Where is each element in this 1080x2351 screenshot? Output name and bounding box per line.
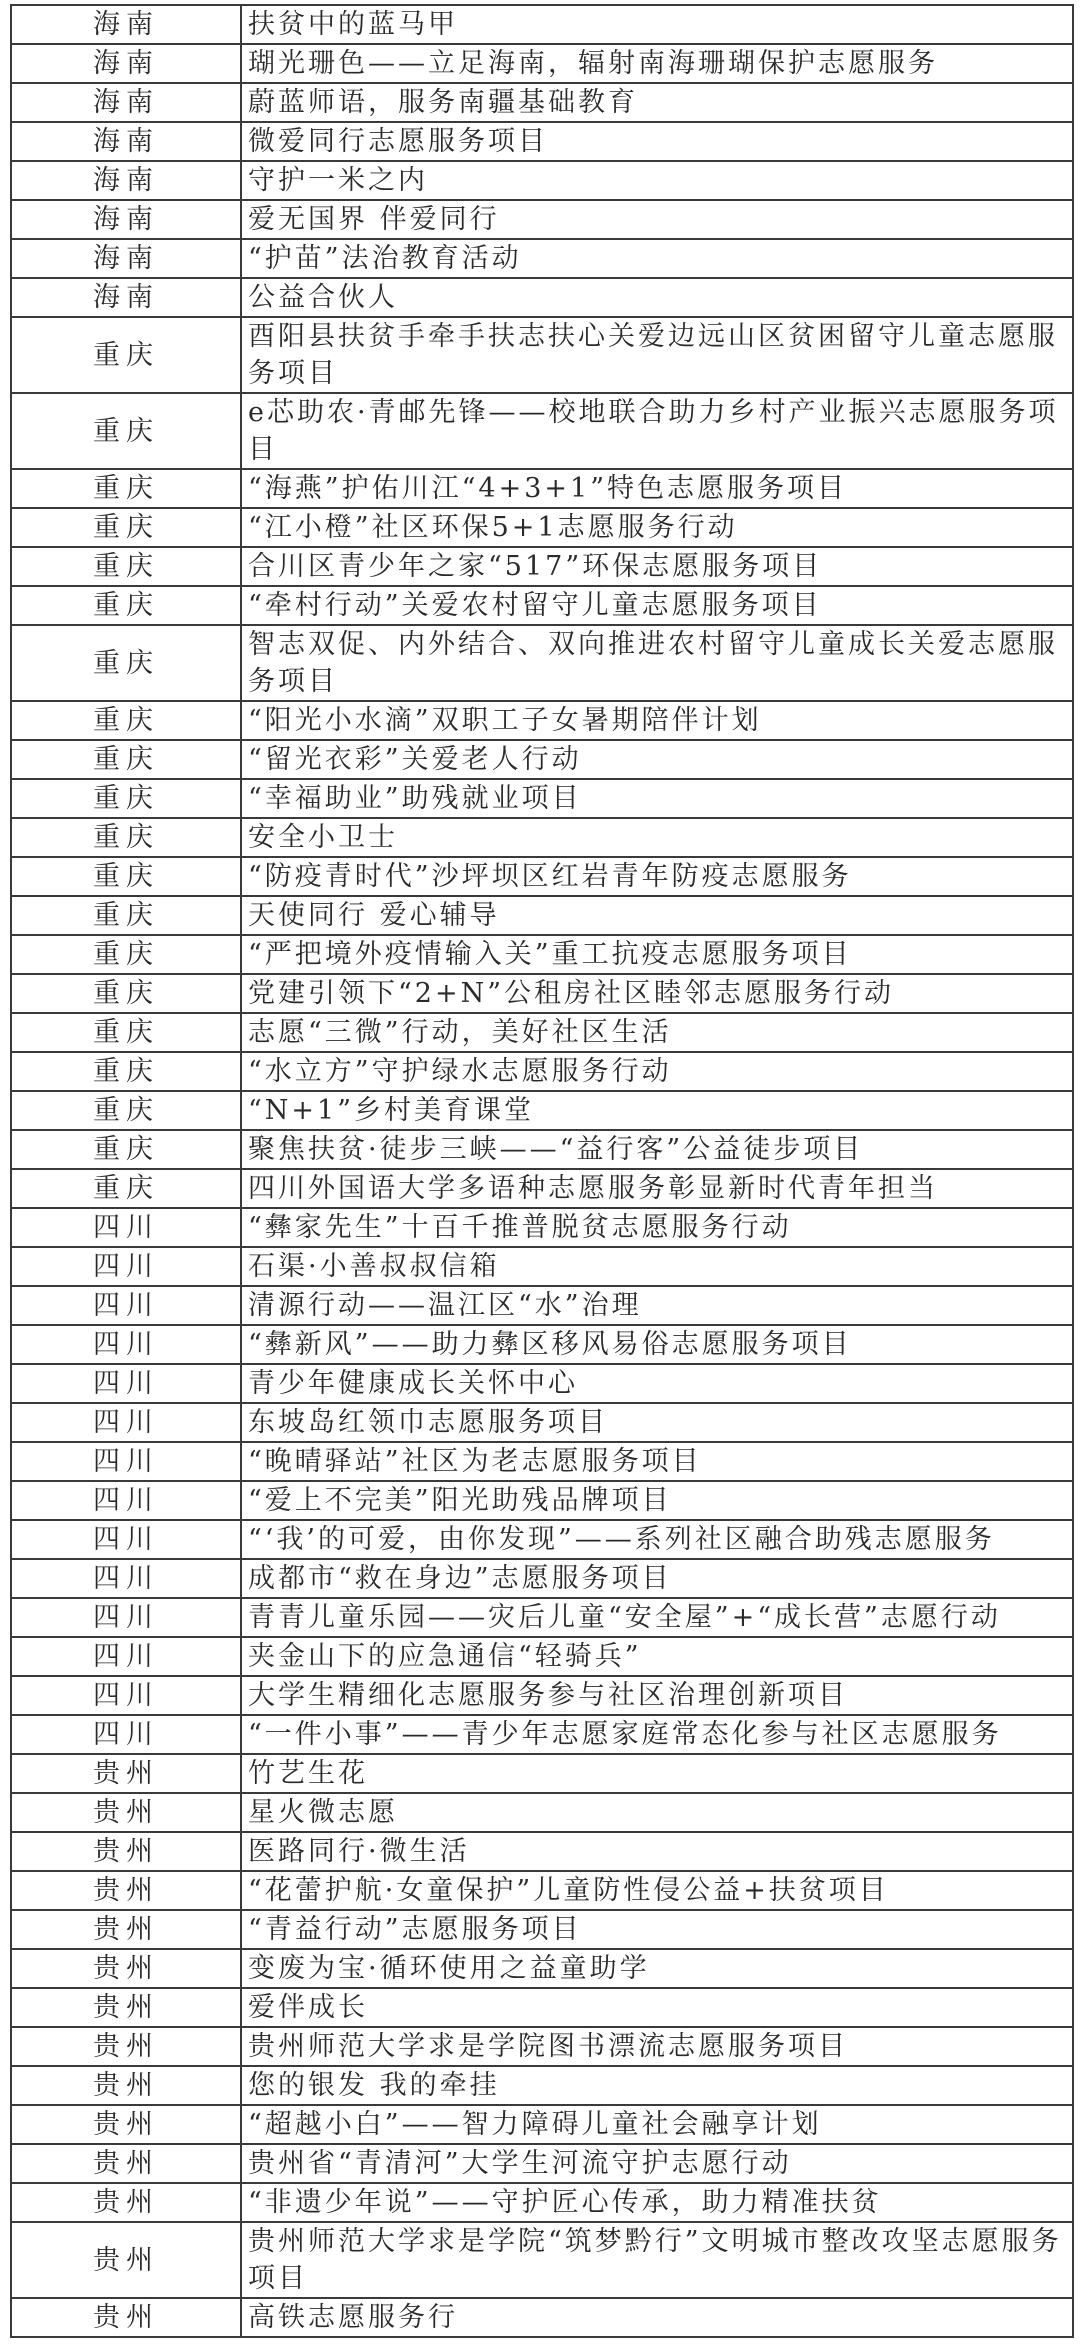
project-name-cell: 公益合伙人 <box>241 278 1073 317</box>
table-row <box>11 2027 1073 2066</box>
project-name-cell: “彝新风”——助力彝区移风易俗志愿服务项目 <box>241 1325 1073 1364</box>
table-row <box>11 1364 1073 1403</box>
project-name-cell: “爱上不完美”阳光助残品牌项目 <box>241 1481 1073 1520</box>
province-cell: 重庆 <box>11 857 241 896</box>
table-row <box>11 974 1073 1013</box>
province-cell: 重庆 <box>11 508 241 547</box>
table-row <box>11 586 1073 625</box>
project-name-cell: “幸福助业”助残就业项目 <box>241 779 1073 818</box>
province-cell: 重庆 <box>11 818 241 857</box>
project-name-cell: 安全小卫士 <box>241 818 1073 857</box>
table-row <box>11 122 1073 161</box>
province-cell: 重庆 <box>11 393 241 469</box>
project-name-cell: “海燕”护佑川江“4+3+1”特色志愿服务项目 <box>241 469 1073 508</box>
province-cell: 贵州 <box>11 1793 241 1832</box>
table-row <box>11 1013 1073 1052</box>
project-name-cell: 贵州师范大学求是学院“筑梦黔行”文明城市整改攻坚志愿服务项目 <box>241 2222 1073 2298</box>
project-name-cell: “非遗少年说”——守护匠心传承，助力精准扶贫 <box>241 2183 1073 2222</box>
project-name-cell: “牵村行动”关爱农村留守儿童志愿服务项目 <box>241 586 1073 625</box>
province-cell: 重庆 <box>11 1130 241 1169</box>
table-row <box>11 1169 1073 1208</box>
project-name-cell: 医路同行·微生活 <box>241 1832 1073 1871</box>
province-cell: 贵州 <box>11 2144 241 2183</box>
table-row <box>11 44 1073 83</box>
project-name-cell: “阳光小水滴”双职工子女暑期陪伴计划 <box>241 701 1073 740</box>
table-row <box>11 1793 1073 1832</box>
project-name-cell: 党建引领下“2+N”公租房社区睦邻志愿服务行动 <box>241 974 1073 1013</box>
table-row <box>11 1754 1073 1793</box>
province-cell: 贵州 <box>11 1949 241 1988</box>
project-name-cell: “超越小白”——智力障碍儿童社会融享计划 <box>241 2105 1073 2144</box>
table-row <box>11 2144 1073 2183</box>
table-row <box>11 1481 1073 1520</box>
province-cell: 贵州 <box>11 2183 241 2222</box>
project-name-cell: “防疫青时代”沙坪坝区红岩青年防疫志愿服务 <box>241 857 1073 896</box>
table-row <box>11 625 1073 701</box>
table-row <box>11 2222 1073 2298</box>
project-name-cell: 成都市“救在身边”志愿服务项目 <box>241 1559 1073 1598</box>
province-cell: 重庆 <box>11 1169 241 1208</box>
table-row <box>11 1559 1073 1598</box>
table-row <box>11 1286 1073 1325</box>
province-cell: 重庆 <box>11 701 241 740</box>
province-cell: 重庆 <box>11 740 241 779</box>
project-name-cell: 石渠·小善叔叔信箱 <box>241 1247 1073 1286</box>
table-row <box>11 317 1073 393</box>
province-cell: 四川 <box>11 1481 241 1520</box>
province-cell: 四川 <box>11 1247 241 1286</box>
province-cell: 贵州 <box>11 2066 241 2105</box>
table-row <box>11 1949 1073 1988</box>
table-row <box>11 393 1073 469</box>
province-cell: 贵州 <box>11 1871 241 1910</box>
volunteer-projects-table <box>10 4 1074 2338</box>
project-name-cell: 爱伴成长 <box>241 1988 1073 2027</box>
province-cell: 四川 <box>11 1598 241 1637</box>
province-cell: 重庆 <box>11 469 241 508</box>
table-row <box>11 508 1073 547</box>
table-row <box>11 2298 1073 2337</box>
province-cell: 海南 <box>11 83 241 122</box>
province-cell: 贵州 <box>11 1910 241 1949</box>
province-cell: 重庆 <box>11 547 241 586</box>
table-row <box>11 1988 1073 2027</box>
table-row <box>11 200 1073 239</box>
project-name-cell: 清源行动——温江区“水”治理 <box>241 1286 1073 1325</box>
province-cell: 重庆 <box>11 896 241 935</box>
table-row <box>11 740 1073 779</box>
table-row <box>11 1130 1073 1169</box>
project-name-cell: “严把境外疫情输入关”重工抗疫志愿服务项目 <box>241 935 1073 974</box>
project-name-cell: 贵州师范大学求是学院图书漂流志愿服务项目 <box>241 2027 1073 2066</box>
project-name-cell: “一件小事”——青少年志愿家庭常态化参与社区志愿服务 <box>241 1715 1073 1754</box>
table-row <box>11 1910 1073 1949</box>
table-row <box>11 2105 1073 2144</box>
province-cell: 贵州 <box>11 1988 241 2027</box>
project-name-cell: “护苗”法治教育活动 <box>241 239 1073 278</box>
table-row <box>11 2066 1073 2105</box>
province-cell: 贵州 <box>11 2105 241 2144</box>
province-cell: 重庆 <box>11 317 241 393</box>
table-row <box>11 1208 1073 1247</box>
province-cell: 贵州 <box>11 1832 241 1871</box>
table-row <box>11 1676 1073 1715</box>
table-row <box>11 1403 1073 1442</box>
project-name-cell: 瑚光珊色——立足海南，辐射南海珊瑚保护志愿服务 <box>241 44 1073 83</box>
table-row <box>11 896 1073 935</box>
project-name-cell: 贵州省“青清河”大学生河流守护志愿行动 <box>241 2144 1073 2183</box>
project-name-cell: 青少年健康成长关怀中心 <box>241 1364 1073 1403</box>
table-row <box>11 161 1073 200</box>
table-row <box>11 818 1073 857</box>
province-cell: 四川 <box>11 1364 241 1403</box>
province-cell: 重庆 <box>11 1013 241 1052</box>
table-row <box>11 2183 1073 2222</box>
project-name-cell: 竹艺生花 <box>241 1754 1073 1793</box>
table-row <box>11 1091 1073 1130</box>
province-cell: 重庆 <box>11 974 241 1013</box>
project-name-cell: “留光衣彩”关爱老人行动 <box>241 740 1073 779</box>
province-cell: 重庆 <box>11 779 241 818</box>
table-row <box>11 1598 1073 1637</box>
province-cell: 重庆 <box>11 625 241 701</box>
table-row <box>11 1871 1073 1910</box>
project-name-cell: 星火微志愿 <box>241 1793 1073 1832</box>
province-cell: 重庆 <box>11 935 241 974</box>
table-row <box>11 1715 1073 1754</box>
table-row <box>11 1637 1073 1676</box>
table-row <box>11 779 1073 818</box>
project-name-cell: 聚焦扶贫·徒步三峡——“益行客”公益徒步项目 <box>241 1130 1073 1169</box>
table-row <box>11 1832 1073 1871</box>
table-row <box>11 935 1073 974</box>
province-cell: 重庆 <box>11 1091 241 1130</box>
province-cell: 海南 <box>11 278 241 317</box>
project-name-cell: 大学生精细化志愿服务参与社区治理创新项目 <box>241 1676 1073 1715</box>
project-name-cell: “青益行动”志愿服务项目 <box>241 1910 1073 1949</box>
province-cell: 四川 <box>11 1286 241 1325</box>
project-name-cell: 智志双促、内外结合、双向推进农村留守儿童成长关爱志愿服务项目 <box>241 625 1073 701</box>
table-row <box>11 1052 1073 1091</box>
table-row <box>11 1247 1073 1286</box>
province-cell: 四川 <box>11 1637 241 1676</box>
province-cell: 贵州 <box>11 2027 241 2066</box>
province-cell: 海南 <box>11 5 241 44</box>
province-cell: 四川 <box>11 1715 241 1754</box>
province-cell: 四川 <box>11 1325 241 1364</box>
province-cell: 四川 <box>11 1208 241 1247</box>
project-name-cell: “晚晴驿站”社区为老志愿服务项目 <box>241 1442 1073 1481</box>
project-name-cell: “江小橙”社区环保5+1志愿服务行动 <box>241 508 1073 547</box>
province-cell: 重庆 <box>11 1052 241 1091</box>
project-name-cell: 扶贫中的蓝马甲 <box>241 5 1073 44</box>
project-name-cell: 您的银发 我的牵挂 <box>241 2066 1073 2105</box>
table-row <box>11 278 1073 317</box>
project-name-cell: 四川外国语大学多语种志愿服务彰显新时代青年担当 <box>241 1169 1073 1208</box>
project-name-cell: “花蕾护航·女童保护”儿童防性侵公益+扶贫项目 <box>241 1871 1073 1910</box>
project-name-cell: 青青儿童乐园——灾后儿童“安全屋”+“成长营”志愿行动 <box>241 1598 1073 1637</box>
table-row <box>11 547 1073 586</box>
project-name-cell: 微爱同行志愿服务项目 <box>241 122 1073 161</box>
province-cell: 海南 <box>11 44 241 83</box>
table-row <box>11 239 1073 278</box>
province-cell: 海南 <box>11 122 241 161</box>
project-name-cell: 志愿“三微”行动，美好社区生活 <box>241 1013 1073 1052</box>
table-row <box>11 5 1073 44</box>
project-name-cell: 东坡岛红领巾志愿服务项目 <box>241 1403 1073 1442</box>
table-row <box>11 701 1073 740</box>
project-name-cell: “N+1”乡村美育课堂 <box>241 1091 1073 1130</box>
project-name-cell: 守护一米之内 <box>241 161 1073 200</box>
province-cell: 四川 <box>11 1403 241 1442</box>
project-name-cell: 夹金山下的应急通信“轻骑兵” <box>241 1637 1073 1676</box>
project-name-cell: 高铁志愿服务行 <box>241 2298 1073 2337</box>
table-row <box>11 469 1073 508</box>
table-row <box>11 1442 1073 1481</box>
project-name-cell: “彝家先生”十百千推普脱贫志愿服务行动 <box>241 1208 1073 1247</box>
province-cell: 海南 <box>11 161 241 200</box>
table-body <box>11 4 1073 2337</box>
project-name-cell: “水立方”守护绿水志愿服务行动 <box>241 1052 1073 1091</box>
province-cell: 贵州 <box>11 2222 241 2298</box>
province-cell: 海南 <box>11 239 241 278</box>
project-name-cell: 酉阳县扶贫手牵手扶志扶心关爱边远山区贫困留守儿童志愿服务项目 <box>241 317 1073 393</box>
province-cell: 贵州 <box>11 1754 241 1793</box>
project-name-cell: 爱无国界 伴爱同行 <box>241 200 1073 239</box>
province-cell: 四川 <box>11 1520 241 1559</box>
table-row <box>11 1520 1073 1559</box>
project-name-cell: 变废为宝·循环使用之益童助学 <box>241 1949 1073 1988</box>
project-name-cell: 蔚蓝师语，服务南疆基础教育 <box>241 83 1073 122</box>
project-name-cell: 天使同行 爱心辅导 <box>241 896 1073 935</box>
project-name-cell: “‘我’的可爱，由你发现”——系列社区融合助残志愿服务 <box>241 1520 1073 1559</box>
province-cell: 四川 <box>11 1442 241 1481</box>
table-row <box>11 83 1073 122</box>
table-row <box>11 1325 1073 1364</box>
province-cell: 贵州 <box>11 2298 241 2337</box>
province-cell: 重庆 <box>11 586 241 625</box>
province-cell: 海南 <box>11 200 241 239</box>
province-cell: 四川 <box>11 1559 241 1598</box>
table-row <box>11 857 1073 896</box>
province-cell: 四川 <box>11 1676 241 1715</box>
project-name-cell: e芯助农·青邮先锋——校地联合助力乡村产业振兴志愿服务项目 <box>241 393 1073 469</box>
project-name-cell: 合川区青少年之家“517”环保志愿服务项目 <box>241 547 1073 586</box>
